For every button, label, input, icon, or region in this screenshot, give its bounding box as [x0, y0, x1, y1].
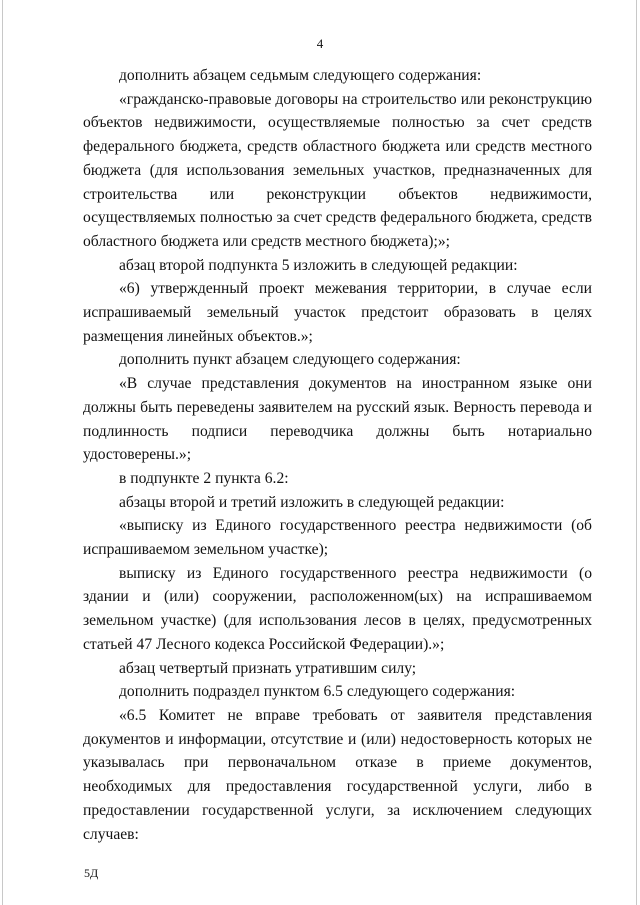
paragraph: абзац второй подпункта 5 изложить в следующей редакции: — [119, 256, 518, 274]
paragraph: абзац четвертый признать утратившим силу; — [119, 659, 417, 677]
footer-code: 5Д — [84, 866, 99, 880]
paragraph: «В случае представления документов на иностранном языке они должны быть переведены заявителем на русский язык. Верность перевода и подлинность подписи переводчика должны быть нотариально удостоверены.»; — [83, 375, 592, 464]
left-scan-edge — [2, 0, 3, 905]
paragraph: выписку из Единого государственного реестра недвижимости (о здании и (или) сооружении, расположенном(ых) на испрашиваемом земельном участке) (для использования лесов в целях, предусмотренных статьей 47 Лесного кодекса Российской Федерации).»; — [83, 564, 592, 653]
document-body — [83, 64, 592, 846]
paragraph: дополнить подраздел пунктом 6.5 следующего содержания: — [119, 683, 516, 701]
paragraph: «выписку из Единого государственного реестра недвижимости (об испрашиваемом земельном участке); — [83, 517, 592, 559]
paragraph: «6) утвержденный проект межевания территории, в случае если испрашиваемый земельный участок предстоит образовать в целях размещения линейных объектов.»; — [83, 280, 592, 345]
paragraph: дополнить пункт абзацем следующего содержания: — [119, 351, 461, 369]
page-number: 4 — [316, 36, 324, 51]
paragraph: дополнить абзацем седьмым следующего содержания: — [119, 67, 482, 84]
paragraph: абзацы второй и третий изложить в следующей редакции: — [119, 493, 505, 511]
paragraph: «гражданско-правовые договоры на строительство или реконструкцию объектов недвижимости, осуществляемые полностью за счет средств федерального бюджета, средств областного бюджета или средств местного бюджета (для использования земельных участков, предназначенных для строительства или реконструкции объектов недвижимости, осуществляемых полностью за счет средств федерального бюджета, средств областного бюджета или средств местного бюджета);»; — [83, 90, 592, 250]
right-scan-edge — [636, 0, 637, 905]
paragraph: в подпункте 2 пункта 6.2: — [119, 469, 289, 487]
paragraph: «6.5 Комитет не вправе требовать от заявителя представления документов и информации, отсутствие и (или) недостоверность которых не указывалась при первоначальном отказе в приеме документов, необходимых для предоставления государственной услуги, либо в предоставлении государственной услуги, за исключением следующих случаев: — [83, 706, 592, 843]
